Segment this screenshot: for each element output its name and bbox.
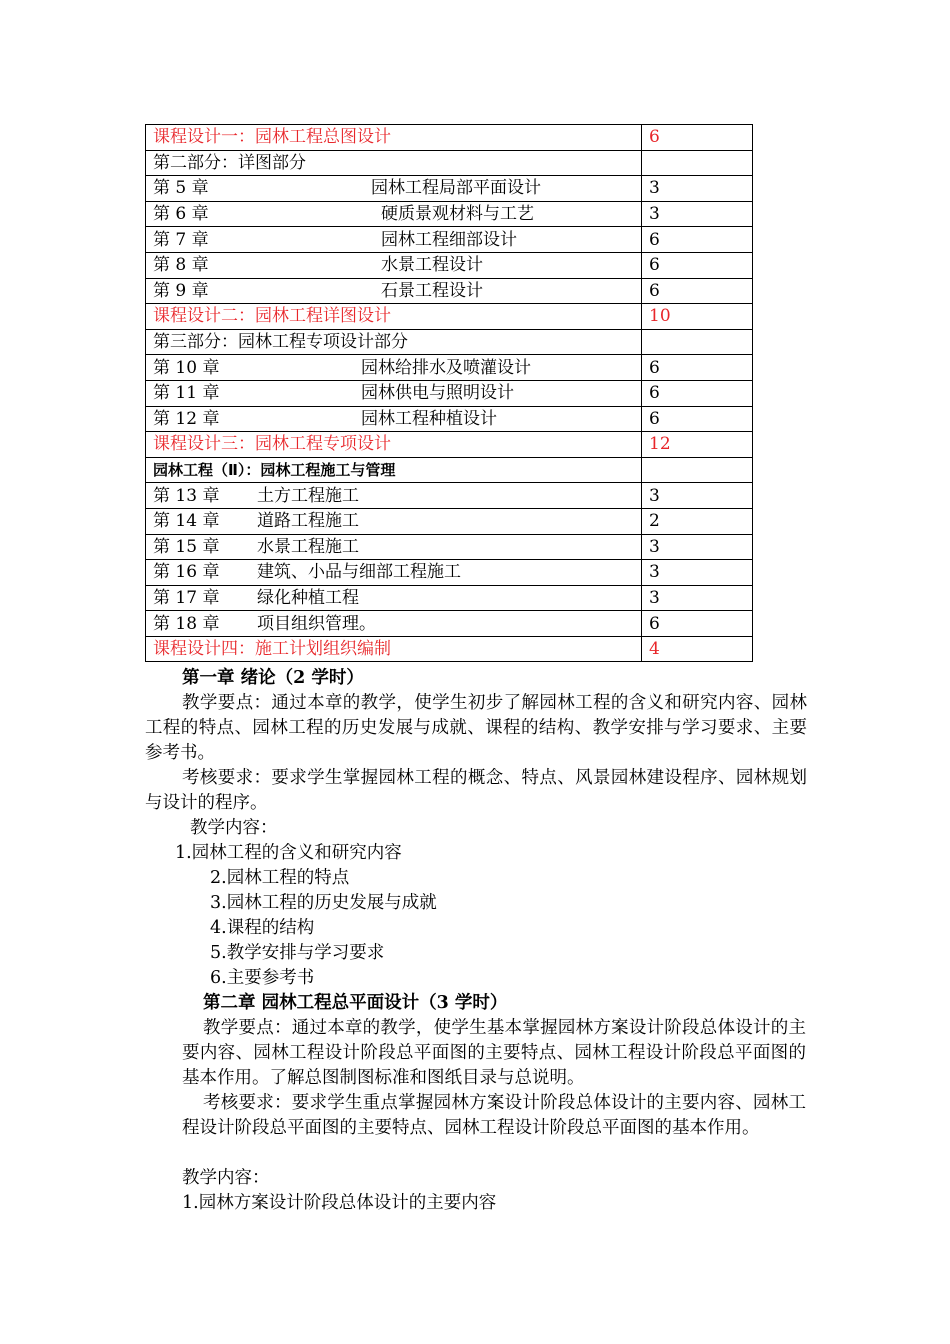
table-row: [146, 278, 753, 304]
row-hours-cell: [642, 329, 753, 355]
table-row: [146, 304, 753, 330]
row-hours-cell: [642, 457, 753, 483]
row-hours-cell: 3: [642, 483, 753, 509]
row-hours-cell: 6: [642, 125, 753, 151]
table-row: [146, 585, 753, 611]
row-chapter-title: 硬质景观材料与工艺: [381, 204, 534, 225]
row-chapter-title: 项目组织管理。: [257, 613, 376, 634]
row-hours-cell: 3: [642, 534, 753, 560]
row-label: 课程设计四：施工计划组织编制: [153, 639, 391, 660]
row-label: 第 16 章: [153, 562, 220, 583]
row-label: 第 11 章: [153, 383, 220, 404]
row-hours-cell: 2: [642, 508, 753, 534]
table-row: [146, 457, 753, 483]
row-name-cell: [146, 432, 642, 458]
row-hours-cell: [642, 150, 753, 176]
row-name-cell: [146, 585, 642, 611]
chapter2-item-1: 1.园林方案设计阶段总体设计的主要内容: [182, 1193, 497, 1213]
row-hours-cell: 3: [642, 201, 753, 227]
row-hours-cell: 3: [642, 176, 753, 202]
row-name-cell: [146, 201, 642, 227]
row-name-cell: [146, 380, 642, 406]
row-chapter-title: 土方工程施工: [257, 485, 359, 506]
table-row: [146, 534, 753, 560]
table-row: [146, 201, 753, 227]
chapter1-teach-points: 教学要点：通过本章的教学，使学生初步了解园林工程的含义和研究内容、园林工程的特点、园林工程的历史发展与成就、课程的结构、教学安排与学习要求、主要参考书。: [145, 693, 807, 763]
row-hours-cell: 6: [642, 380, 753, 406]
row-chapter-title: 园林给排水及喷灌设计: [361, 357, 531, 378]
row-name-cell: [146, 406, 642, 432]
row-name-cell: [146, 483, 642, 509]
table-row: [146, 636, 753, 662]
row-hours-cell: 12: [642, 432, 753, 458]
row-label: 第 9 章: [153, 280, 209, 301]
row-chapter-title: 石景工程设计: [381, 280, 483, 301]
chapter1-item-4: 4.课程的结构: [210, 918, 315, 938]
row-chapter-title: 水景工程施工: [257, 536, 359, 557]
row-label: 第 18 章: [153, 613, 220, 634]
chapter1-item-6: 6.主要参考书: [210, 968, 315, 988]
table-row: [146, 380, 753, 406]
table-row: [146, 508, 753, 534]
row-name-cell: [146, 560, 642, 586]
row-hours-cell: 6: [642, 252, 753, 278]
chapter1-assess: 考核要求：要求学生掌握园林工程的概念、特点、风景园林建设程序、园林规划与设计的程序。: [145, 768, 807, 813]
row-name-cell: [146, 227, 642, 253]
chapter1-item-2: 2.园林工程的特点: [210, 868, 350, 888]
row-label: 第 12 章: [153, 408, 220, 429]
row-label: 第 14 章: [153, 511, 220, 532]
chapter1-item-1: 1.园林工程的含义和研究内容: [175, 843, 402, 863]
row-label: 第 15 章: [153, 536, 220, 557]
row-label: 第三部分：园林工程专项设计部分: [153, 332, 408, 353]
chapter1-heading: 第一章 绪论（2 学时）: [182, 668, 364, 688]
table-row: [146, 252, 753, 278]
chapter1-item-3: 3.园林工程的历史发展与成就: [210, 893, 437, 913]
row-hours-cell: 4: [642, 636, 753, 662]
row-label: 第 13 章: [153, 485, 220, 506]
row-label: 园林工程（Ⅱ）：园林工程施工与管理: [153, 461, 396, 480]
row-name-cell: [146, 329, 642, 355]
row-name-cell: [146, 176, 642, 202]
row-label: 第 7 章: [153, 229, 209, 250]
table-row: [146, 125, 753, 151]
row-chapter-title: 园林工程种植设计: [361, 408, 497, 429]
row-hours-cell: 3: [642, 560, 753, 586]
row-chapter-title: 绿化种植工程: [257, 587, 359, 608]
row-label: 第 6 章: [153, 204, 209, 225]
row-label: 课程设计二：园林工程详图设计: [153, 306, 391, 327]
table-row: [146, 355, 753, 381]
chapter2-heading: 第二章 园林工程总平面设计（3 学时）: [203, 993, 508, 1013]
table-row: [146, 432, 753, 458]
chapter2-content-label: 教学内容：: [182, 1168, 270, 1188]
row-name-cell: [146, 636, 642, 662]
row-label: 课程设计一：园林工程总图设计: [153, 127, 391, 148]
table-row: [146, 329, 753, 355]
row-label: 第 17 章: [153, 587, 220, 608]
chapter2-teach-points: 教学要点：通过本章的教学，使学生基本掌握园林方案设计阶段总体设计的主要内容、园林工程设计阶段总平面图的主要特点、园林工程设计阶段总平面图的基本作用。了解总图制图标准和图纸目录与总说明。: [182, 1018, 806, 1088]
row-name-cell: [146, 508, 642, 534]
row-name-cell: [146, 278, 642, 304]
row-hours-cell: 6: [642, 406, 753, 432]
row-chapter-title: 园林供电与照明设计: [361, 383, 514, 404]
chapter2-assess: 考核要求：要求学生重点掌握园林方案设计阶段总体设计的主要内容、园林工程设计阶段总平面图的主要特点、园林工程设计阶段总平面图的基本作用。: [182, 1093, 806, 1138]
row-hours-cell: 6: [642, 355, 753, 381]
chapter1-item-5: 5.教学安排与学习要求: [210, 943, 385, 963]
row-label: 第 8 章: [153, 255, 209, 276]
chapter1-content-label: 教学内容：: [190, 818, 278, 838]
row-chapter-title: 道路工程施工: [257, 511, 359, 532]
row-chapter-title: 园林工程局部平面设计: [371, 178, 541, 199]
row-name-cell: [146, 252, 642, 278]
course-schedule-table: [145, 124, 753, 662]
row-name-cell: [146, 150, 642, 176]
row-chapter-title: 建筑、小品与细部工程施工: [257, 562, 461, 583]
row-hours-cell: 3: [642, 585, 753, 611]
table-row: [146, 560, 753, 586]
table-row: [146, 150, 753, 176]
row-hours-cell: 6: [642, 227, 753, 253]
row-hours-cell: 6: [642, 278, 753, 304]
row-hours-cell: 10: [642, 304, 753, 330]
row-name-cell: [146, 457, 642, 483]
table-row: [146, 483, 753, 509]
table-row: [146, 176, 753, 202]
row-label: 第 10 章: [153, 357, 220, 378]
row-label: 课程设计三：园林工程专项设计: [153, 434, 391, 455]
row-chapter-title: 园林工程细部设计: [381, 229, 517, 250]
row-name-cell: [146, 125, 642, 151]
row-name-cell: [146, 304, 642, 330]
row-hours-cell: 6: [642, 611, 753, 637]
table-row: [146, 227, 753, 253]
row-label: 第 5 章: [153, 178, 209, 199]
row-name-cell: [146, 355, 642, 381]
row-chapter-title: 水景工程设计: [381, 255, 483, 276]
row-name-cell: [146, 534, 642, 560]
row-name-cell: [146, 611, 642, 637]
table-row: [146, 406, 753, 432]
table-row: [146, 611, 753, 637]
row-label: 第二部分：详图部分: [153, 152, 306, 173]
